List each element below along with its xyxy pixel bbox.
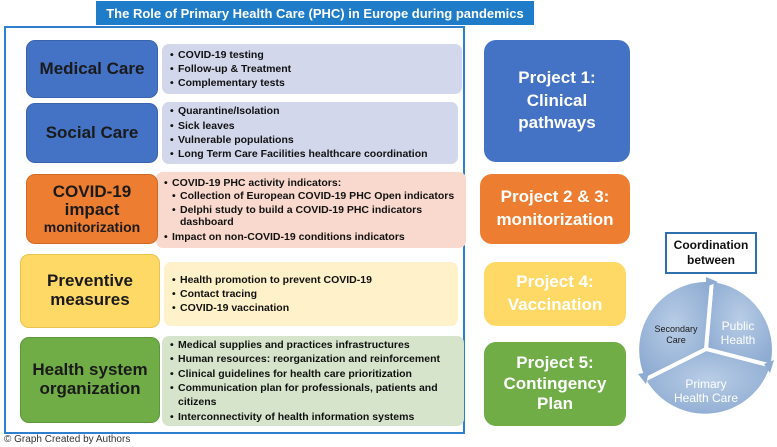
category-preventive-measures [20, 254, 160, 328]
project-label: Project 4: [516, 272, 594, 292]
project-label: Contingency [503, 373, 607, 393]
segment-label: Health Care [673, 391, 739, 405]
health-system-details [162, 336, 464, 426]
category-label: monitorization [43, 218, 141, 235]
category-label: measures [50, 290, 130, 309]
category-label: Social Care [45, 122, 139, 142]
segment-label: Primary [685, 377, 727, 391]
list-item: • Interconnectivity of health information systems [170, 410, 456, 424]
coordination-title: between [686, 253, 735, 267]
category-label: Medical Care [39, 58, 145, 78]
project-1-box [484, 40, 630, 162]
segment-label: Care [666, 335, 686, 345]
category-health-system [20, 337, 160, 423]
project-label: monitorization [496, 210, 614, 229]
list-item: • Long Term Care Facilities healthcare coordination [170, 147, 450, 161]
footer-credit: © Graph Created by Authors [4, 434, 131, 445]
project-label: Plan [537, 394, 573, 414]
segment-label: Secondary [654, 324, 698, 334]
category-covid-impact [26, 174, 158, 244]
list-item: • Impact on non-COVID-19 conditions indicators [164, 230, 458, 244]
project-label: Project 1: [518, 68, 596, 88]
project-label: Vaccination [507, 295, 603, 314]
category-social-care [26, 103, 158, 163]
list-item: • Collection of European COVID-19 PHC Open indicators [172, 190, 458, 203]
project-label: Clinical [526, 90, 588, 110]
list-item: • Follow-up & Treatment [170, 62, 454, 76]
list-item: • Medical supplies and practices infrastructures [170, 338, 456, 352]
covid-impact-details [156, 172, 466, 248]
segment-label: Public [721, 319, 755, 333]
segment-label: Health [720, 333, 756, 347]
category-label: impact [64, 200, 120, 220]
list-item: • COVID-19 vaccination [172, 301, 450, 315]
social-care-details [162, 102, 458, 164]
category-label: organization [39, 379, 141, 398]
list-item: • Sick leaves [170, 119, 450, 133]
list-item: • Human resources: reorganization and reinforcement [170, 352, 456, 366]
project-label: pathways [518, 113, 596, 133]
category-label: Preventive [47, 271, 133, 291]
list-item: • Contact tracing [172, 287, 450, 301]
diagram-title: The Role of Primary Health Care (PHC) in Europe during pandemics [96, 1, 534, 25]
coordination-title-box [665, 232, 757, 274]
project-4-box [484, 262, 626, 326]
project-5-box [484, 342, 626, 426]
project-label: Project 5: [516, 353, 594, 373]
list-item: • Complementary tests [170, 76, 454, 90]
list-item: • COVID-19 testing [170, 48, 454, 62]
project-label: Project 2 & 3: [500, 187, 610, 207]
list-item: • Health promotion to prevent COVID-19 [172, 273, 450, 287]
coordination-cycle-diagram [634, 276, 777, 422]
list-item: • COVID-19 PHC activity indicators: [164, 176, 458, 190]
preventive-measures-details [164, 262, 458, 326]
list-item: • Delphi study to build a COVID-19 PHC indicators dashboard [172, 204, 458, 229]
coordination-title: Coordination [673, 238, 749, 252]
category-label: Health system [32, 360, 148, 380]
list-item: • Vulnerable populations [170, 133, 450, 147]
project-2-3-box [480, 174, 630, 244]
list-item: • Quarantine/Isolation [170, 104, 450, 118]
list-item: • Communication plan for professionals, patients and citizens [170, 381, 456, 410]
category-label: COVID-19 [52, 181, 132, 201]
list-item: • Clinical guidelines for health care prioritization [170, 367, 456, 381]
medical-care-details [162, 44, 462, 94]
category-medical-care [26, 40, 158, 98]
